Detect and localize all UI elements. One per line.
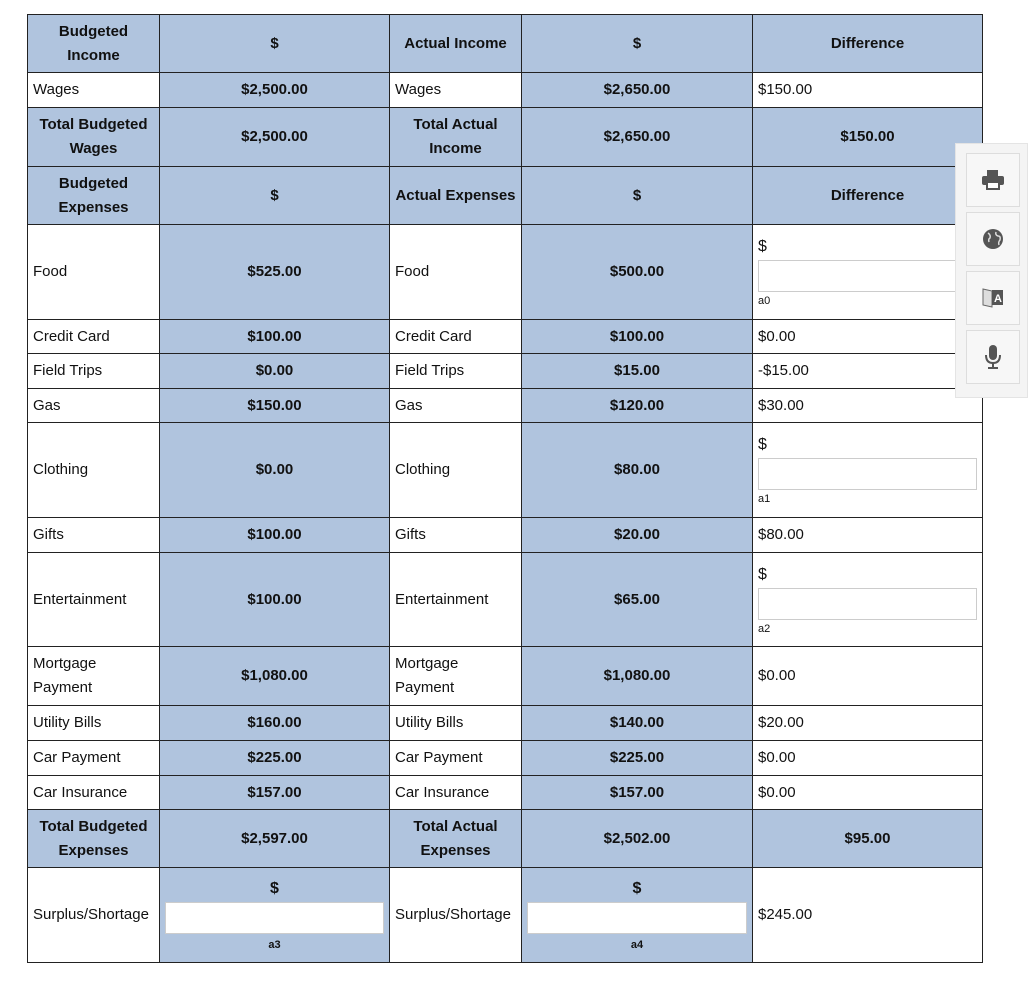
budgeted-amount-cell <box>160 167 390 225</box>
budgeted-amount-cell <box>160 706 390 741</box>
budgeted-amount-cell <box>160 73 390 108</box>
actual-amount-cell <box>522 225 753 320</box>
budgeted-label-cell <box>28 868 160 963</box>
cell-text: Car Payment <box>33 749 121 766</box>
currency-symbol: $ <box>270 880 279 897</box>
cell-text: Utility Bills <box>33 714 102 731</box>
budgeted-amount-cell <box>160 354 390 389</box>
budgeted-amount-cell <box>160 225 390 320</box>
cell-text: Entertainment <box>395 590 489 608</box>
budgeted-label-cell <box>28 776 160 810</box>
cell-text: $157.00 <box>247 783 302 801</box>
cell-text: Wages <box>33 81 80 98</box>
cell-text: Credit Card <box>395 327 472 345</box>
cell-text: Gas <box>33 396 61 414</box>
microphone-icon <box>984 344 1002 370</box>
table-row <box>28 73 983 108</box>
cell-text: $20.00 <box>614 526 660 543</box>
cell-text: $225.00 <box>609 749 665 766</box>
amount-input[interactable] <box>165 902 384 934</box>
cell-text: Utility Bills <box>395 714 464 731</box>
actual-label-cell <box>390 706 522 741</box>
amount-input[interactable] <box>527 902 747 934</box>
cell-text: Field Trips <box>395 362 465 379</box>
table-row <box>28 354 983 389</box>
difference-cell <box>753 389 983 423</box>
cell-text: Surplus/Shortage <box>33 906 149 923</box>
difference-cell <box>753 423 983 518</box>
cell-text: $525.00 <box>247 263 302 280</box>
cell-text: Food <box>395 263 430 280</box>
budgeted-amount-cell <box>160 868 390 963</box>
cell-text: Car Insurance <box>395 783 490 801</box>
actual-amount-cell <box>522 167 753 225</box>
actual-amount-cell <box>522 647 753 706</box>
cell-text: $0.00 <box>758 327 796 345</box>
actual-amount-cell <box>522 320 753 354</box>
actual-amount-cell <box>522 73 753 108</box>
cell-text: Credit Card <box>33 327 110 345</box>
cell-text: $100.00 <box>247 590 302 608</box>
cell-text: Mortgage Payment <box>33 655 97 696</box>
cell-text: Food <box>33 263 68 280</box>
cell-text: Total Actual Income <box>413 116 498 157</box>
cell-text: Total Actual Expenses <box>413 817 498 859</box>
actual-amount-cell <box>522 354 753 389</box>
budgeted-amount-cell <box>160 389 390 423</box>
actual-label-cell <box>390 15 522 73</box>
cell-text: Surplus/Shortage <box>395 906 511 923</box>
microphone-button[interactable] <box>966 330 1020 384</box>
cell-text: $100.00 <box>247 526 302 543</box>
header-row <box>28 15 983 73</box>
currency-symbol: $ <box>758 436 767 453</box>
actual-label-cell <box>390 73 522 108</box>
header-row <box>28 167 983 225</box>
cell-text: Mortgage Payment <box>395 655 459 696</box>
difference-cell <box>753 518 983 553</box>
budgeted-label-cell <box>28 167 160 225</box>
cell-text: $0.00 <box>255 461 294 478</box>
budgeted-label-cell <box>28 354 160 389</box>
total-row <box>28 108 983 167</box>
cell-text: $0.00 <box>758 783 796 801</box>
cell-text: $245.00 <box>758 906 813 923</box>
cell-text: $150.00 <box>840 128 895 145</box>
actual-label-cell <box>390 553 522 647</box>
currency-symbol: $ <box>758 565 767 583</box>
budgeted-label-cell <box>28 810 160 868</box>
cell-text: Wages <box>395 81 442 98</box>
cell-text: $150.00 <box>247 396 302 414</box>
actual-label-cell <box>390 647 522 706</box>
translate-icon <box>981 286 1005 310</box>
budgeted-amount-cell <box>160 423 390 518</box>
cell-text: Budgeted Income <box>58 22 129 64</box>
actual-amount-cell <box>522 553 753 647</box>
cell-text: Actual Income <box>404 34 507 52</box>
cell-text: $95.00 <box>844 829 891 847</box>
actual-amount-cell <box>522 810 753 868</box>
table-row <box>28 389 983 423</box>
budgeted-label-cell <box>28 423 160 518</box>
cell-text: $ <box>270 34 279 52</box>
difference-cell <box>753 73 983 108</box>
cell-text: $0.00 <box>255 362 294 379</box>
table-row <box>28 225 983 320</box>
total-row <box>28 810 983 868</box>
table-row <box>28 647 983 706</box>
actual-label-cell <box>390 108 522 167</box>
globe-icon <box>982 228 1004 250</box>
cell-text: $2,502.00 <box>603 829 671 847</box>
cell-text: Gas <box>395 396 423 414</box>
cell-text: Difference <box>830 34 905 52</box>
actual-amount-cell <box>522 776 753 810</box>
input-label: a4 <box>630 939 644 951</box>
cell-text: $2,597.00 <box>241 829 308 847</box>
difference-cell <box>753 553 983 647</box>
cell-text: Actual Expenses <box>395 186 516 204</box>
input-label: a1 <box>758 493 771 505</box>
budgeted-label-cell <box>28 15 160 73</box>
budgeted-label-cell <box>28 518 160 553</box>
cell-text: $2,500.00 <box>241 81 308 98</box>
difference-cell <box>753 776 983 810</box>
budget-table <box>27 14 983 963</box>
amount-input[interactable] <box>758 588 977 620</box>
cell-text: Budgeted Expenses <box>58 174 129 216</box>
cell-text: $225.00 <box>247 749 302 766</box>
input-label: a0 <box>758 295 771 307</box>
print-button[interactable] <box>966 153 1020 207</box>
actual-amount-cell <box>522 15 753 73</box>
svg-text:A: A <box>994 293 1002 305</box>
cell-text: $157.00 <box>609 783 665 801</box>
actual-amount-cell <box>522 389 753 423</box>
budgeted-label-cell <box>28 553 160 647</box>
actual-amount-cell <box>522 741 753 776</box>
actual-label-cell <box>390 423 522 518</box>
input-label: a3 <box>268 939 281 951</box>
difference-cell <box>753 320 983 354</box>
difference-cell <box>753 741 983 776</box>
cell-text: $80.00 <box>758 526 804 543</box>
cell-text: $ <box>632 186 642 204</box>
cell-text: $65.00 <box>614 590 660 608</box>
cell-text: Difference <box>830 186 905 204</box>
table-row <box>28 553 983 647</box>
actual-label-cell <box>390 167 522 225</box>
budgeted-amount-cell <box>160 553 390 647</box>
actual-amount-cell <box>522 518 753 553</box>
cell-text: $100.00 <box>247 327 302 345</box>
cell-text: $100.00 <box>609 327 665 345</box>
actual-amount-cell <box>522 108 753 167</box>
table-row <box>28 518 983 553</box>
amount-input[interactable] <box>758 260 977 292</box>
actual-label-cell <box>390 776 522 810</box>
cell-text: $0.00 <box>758 667 796 684</box>
budgeted-amount-cell <box>160 320 390 354</box>
print-icon <box>981 169 1005 191</box>
cell-text: Clothing <box>395 461 451 478</box>
currency-symbol: $ <box>632 880 642 897</box>
cell-text: Clothing <box>33 461 89 478</box>
budgeted-amount-cell <box>160 810 390 868</box>
table-row <box>28 741 983 776</box>
cell-text: $500.00 <box>609 263 665 280</box>
cell-text: $120.00 <box>609 396 665 414</box>
actual-label-cell <box>390 225 522 320</box>
table-row <box>28 706 983 741</box>
difference-cell <box>753 167 983 225</box>
actual-amount-cell <box>522 706 753 741</box>
budgeted-label-cell <box>28 225 160 320</box>
difference-cell <box>753 706 983 741</box>
actual-amount-cell <box>522 423 753 518</box>
actual-label-cell <box>390 868 522 963</box>
difference-cell <box>753 647 983 706</box>
accessibility-toolbar <box>955 143 1028 398</box>
difference-cell <box>753 225 983 320</box>
cell-text: $2,650.00 <box>603 81 671 98</box>
budgeted-label-cell <box>28 73 160 108</box>
actual-label-cell <box>390 320 522 354</box>
budgeted-label-cell <box>28 108 160 167</box>
table-row <box>28 868 983 963</box>
currency-symbol: $ <box>758 238 767 255</box>
actual-label-cell <box>390 389 522 423</box>
difference-cell <box>753 108 983 167</box>
budgeted-amount-cell <box>160 776 390 810</box>
actual-amount-cell <box>522 868 753 963</box>
cell-text: $ <box>632 34 642 52</box>
actual-label-cell <box>390 354 522 389</box>
actual-label-cell <box>390 741 522 776</box>
budgeted-amount-cell <box>160 518 390 553</box>
cell-text: $2,650.00 <box>603 128 671 145</box>
cell-text: $160.00 <box>247 714 302 731</box>
budgeted-label-cell <box>28 647 160 706</box>
difference-cell <box>753 810 983 868</box>
cell-text: Field Trips <box>33 362 103 379</box>
cell-text: $150.00 <box>758 81 813 98</box>
cell-text: $140.00 <box>609 714 665 731</box>
cell-text: $30.00 <box>758 396 804 414</box>
difference-cell <box>753 354 983 389</box>
cell-text: $2,500.00 <box>241 128 308 145</box>
globe-button[interactable] <box>966 212 1020 266</box>
difference-cell <box>753 868 983 963</box>
cell-text: -$15.00 <box>758 362 809 379</box>
budgeted-amount-cell <box>160 741 390 776</box>
budgeted-amount-cell <box>160 108 390 167</box>
cell-text: Gifts <box>33 526 64 543</box>
budgeted-label-cell <box>28 389 160 423</box>
table-row <box>28 320 983 354</box>
cell-text: Gifts <box>395 526 426 543</box>
table-row <box>28 776 983 810</box>
cell-text: $0.00 <box>758 749 796 766</box>
cell-text: $20.00 <box>758 714 804 731</box>
cell-text: Car Insurance <box>33 783 128 801</box>
budgeted-label-cell <box>28 320 160 354</box>
cell-text: $1,080.00 <box>241 667 308 684</box>
cell-text: $ <box>270 186 279 204</box>
cell-text: $15.00 <box>614 362 660 379</box>
cell-text: Entertainment <box>33 590 127 608</box>
budgeted-amount-cell <box>160 15 390 73</box>
translate-button[interactable] <box>966 271 1020 325</box>
cell-text: $80.00 <box>614 461 660 478</box>
input-label: a2 <box>758 622 771 635</box>
amount-input[interactable] <box>758 458 977 490</box>
budgeted-amount-cell <box>160 647 390 706</box>
cell-text: $1,080.00 <box>603 667 671 684</box>
cell-text: Car Payment <box>395 749 483 766</box>
actual-label-cell <box>390 518 522 553</box>
budgeted-label-cell <box>28 706 160 741</box>
cell-text: Total Budgeted Wages <box>39 116 148 157</box>
budgeted-label-cell <box>28 741 160 776</box>
actual-label-cell <box>390 810 522 868</box>
cell-text: Total Budgeted Expenses <box>39 817 148 859</box>
table-row <box>28 423 983 518</box>
difference-cell <box>753 15 983 73</box>
